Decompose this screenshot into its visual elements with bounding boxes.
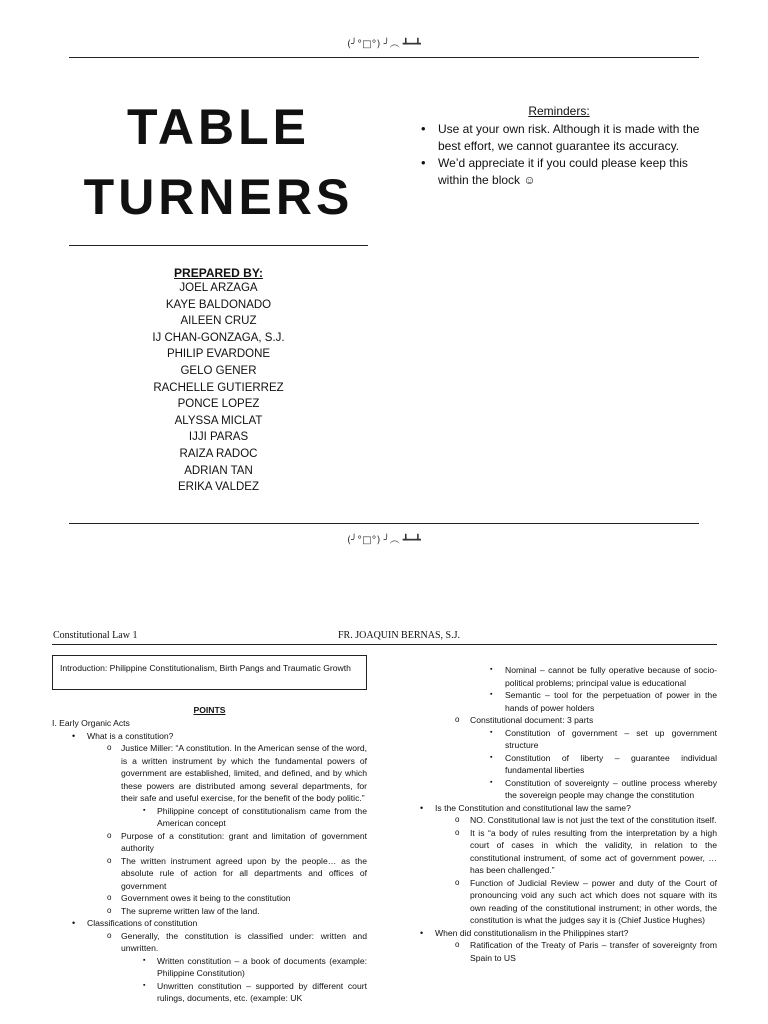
header-kaomoji: (╯°□°) ╯︵ ┻━┻ (347, 39, 421, 50)
bottom-divider (69, 523, 699, 524)
outline-text: Purpose of a constitution: grant and limitation of government authority (121, 830, 367, 853)
intro-box: Introduction: Philippine Constitutionalism, Birth Pangs and Traumatic Growth (52, 655, 367, 690)
outline-text: Constitution of government – set up government structure (505, 727, 717, 750)
outline-item (52, 805, 367, 830)
top-divider (69, 57, 699, 58)
bullet-circle-icon: o (107, 830, 112, 840)
contributor-name: IJ CHAN-GONZAGA, S.J. (152, 331, 285, 344)
outline-text: What is a constitution? (87, 730, 174, 741)
outline-heading (52, 717, 367, 730)
outline-item (52, 955, 367, 980)
contributor-name: IJJI PARAS (188, 431, 249, 444)
contributor-name: JOEL ARZAGA (179, 282, 258, 294)
outline-item (52, 855, 367, 893)
left-column (52, 717, 367, 1005)
contributor-name: KAYE BALDONADO (165, 298, 272, 311)
bullet-disc-icon: • (72, 918, 76, 928)
outline-item (418, 814, 717, 827)
bullet-circle-icon: o (455, 940, 460, 949)
outline-item (418, 877, 717, 927)
bullet-square-icon: ▪ (490, 728, 493, 736)
bullet-square-icon: ▪ (490, 778, 493, 786)
bullet-circle-icon: o (107, 855, 112, 865)
outline-item (418, 777, 717, 802)
contributor-name: RAIZA RADOC (179, 447, 258, 460)
outline-text: Unwritten constitution – supported by different court rulings, documents, etc. (example: UK (157, 980, 367, 1003)
outline-item (418, 827, 717, 877)
contributor-name: ADRIAN TAN (184, 464, 253, 477)
outline-text: Function of Judicial Review – power and duty of the Court of pronouncing void any such act which does not square with its own reading of the constitutional instrument; in other words, the constitution is what the judges say it is (Chief Justice Hughes) (470, 877, 717, 925)
outline-text: Written constitution – a book of documents (example: Philippine Constitution) (157, 955, 367, 978)
outline-item (418, 664, 717, 689)
outline-item (418, 714, 717, 727)
outline-item (418, 752, 717, 777)
outline-text: Classifications of constitution (87, 918, 198, 928)
contributor-name: PHILIP EVARDONE (166, 348, 271, 361)
footer-kaomoji: (╯°□°) ╯︵ ┻━┻ (347, 535, 421, 546)
title-line-1: TABLE (127, 99, 310, 155)
outline-item (52, 742, 367, 805)
course-title: Constitutional Law 1 (53, 630, 138, 641)
outline-item (52, 930, 367, 955)
bullet-circle-icon: o (455, 715, 460, 724)
outline-item (52, 905, 367, 918)
outline-text: The written instrument agreed upon by the people… as the absolute rule of action for all departments and offices of government (121, 855, 367, 891)
bullet-square-icon: ▪ (490, 691, 493, 698)
prepared-by-section (69, 266, 368, 496)
right-column (418, 664, 717, 964)
prepared-by-heading: PREPARED BY: (174, 266, 263, 280)
contributor-name: RACHELLE GUTIERREZ (153, 381, 284, 394)
outline-text: Constitution of liberty – guarantee individual fundamental liberties (505, 752, 717, 775)
professor-name: FR. JOAQUIN BERNAS, S.J. (338, 630, 460, 641)
bullet-circle-icon: o (107, 893, 112, 902)
bullet-square-icon: ▪ (143, 806, 146, 814)
outline-item (52, 730, 367, 743)
outline-item (52, 830, 367, 855)
contributor-name: PONCE LOPEZ (177, 398, 260, 411)
outline-text: When did constitutionalism in the Philippines start? (435, 927, 629, 938)
outline-text: Constitutional document: 3 parts (470, 715, 594, 725)
contributor-list (69, 280, 368, 496)
reminder-item: • Use at your own risk. Although it is made with the best effort, we cannot guarantee its accuracy. (418, 121, 700, 154)
reminders-heading: Reminders: (528, 104, 590, 118)
contributor-name: ALYSSA MICLAT (174, 414, 263, 427)
outline-text: Generally, the constitution is classified under: written and unwritten. (121, 930, 367, 953)
bullet-disc-icon: • (420, 802, 424, 813)
reminder-item: • We’d appreciate it if you could please keep this within the block ☺ (418, 155, 700, 188)
outline-text: Semantic – tool for the perpetuation of power in the hands of power holders (505, 690, 717, 713)
bullet-circle-icon: o (455, 827, 460, 837)
contributor-name: AILEEN CRUZ (180, 315, 257, 328)
doc-header-rule (52, 644, 717, 645)
outline-text: NO. Constitutional law is not just the text of the constitution itself. (470, 815, 717, 825)
outline-text: I. Early Organic Acts (52, 718, 130, 728)
bullet-circle-icon: o (455, 815, 460, 824)
outline-item (418, 927, 717, 940)
outline-text: Nominal – cannot be fully operative because of socio-political problems; principal value is educational (505, 665, 717, 688)
outline-item (418, 727, 717, 752)
bullet-square-icon: ▪ (490, 666, 493, 673)
reminders-section (418, 104, 700, 189)
outline-item (52, 917, 367, 930)
bullet-circle-icon: o (455, 877, 460, 887)
outline-text: Ratification of the Treaty of Paris – transfer of sovereignty from Spain to US (470, 940, 717, 963)
outline-text: Justice Miller: “A constitution. In the American sense of the word, is a written instrument by which the fundamental powers of government are established, limited, and defined, and by which these powers are distributed among several departments, for their safe and useful exercise, for the benefit of the body politic.” (121, 743, 367, 803)
outline-text: It is “a body of rules resulting from the interpretation by a high court of cases in which the validity, in relation to the constitutional instrument, of some act of government power, … has been challenged.” (470, 827, 717, 875)
bullet-disc-icon: • (72, 730, 76, 741)
points-heading: POINTS (193, 705, 226, 715)
contributor-name: ERIKA VALDEZ (178, 481, 259, 494)
outline-text: Government owes it being to the constitution (121, 893, 291, 903)
bullet-circle-icon: o (107, 930, 112, 940)
outline-item (418, 802, 717, 815)
bullet-circle-icon: o (107, 905, 112, 915)
bullet-square-icon: ▪ (143, 956, 146, 964)
outline-item (418, 939, 717, 964)
outline-item (52, 980, 367, 1005)
bullet-square-icon: ▪ (143, 981, 146, 989)
bullet-disc-icon: • (420, 927, 424, 938)
bullet-circle-icon: o (107, 743, 112, 752)
title-line-2: TURNERS (83, 169, 354, 225)
bullet-square-icon: ▪ (490, 753, 493, 761)
outline-text: The supreme written law of the land. (121, 905, 260, 916)
title-divider (69, 245, 368, 246)
outline-text: Philippine concept of constitutionalism came from the American concept (157, 805, 367, 828)
outline-text: Constitution of sovereignty – outline process whereby the sovereign people may change the constitution (505, 777, 717, 800)
outline-item (52, 892, 367, 905)
contributor-name: GELO GENER (180, 364, 257, 377)
outline-text: Is the Constitution and constitutional law the same? (435, 802, 631, 813)
outline-item (418, 689, 717, 714)
